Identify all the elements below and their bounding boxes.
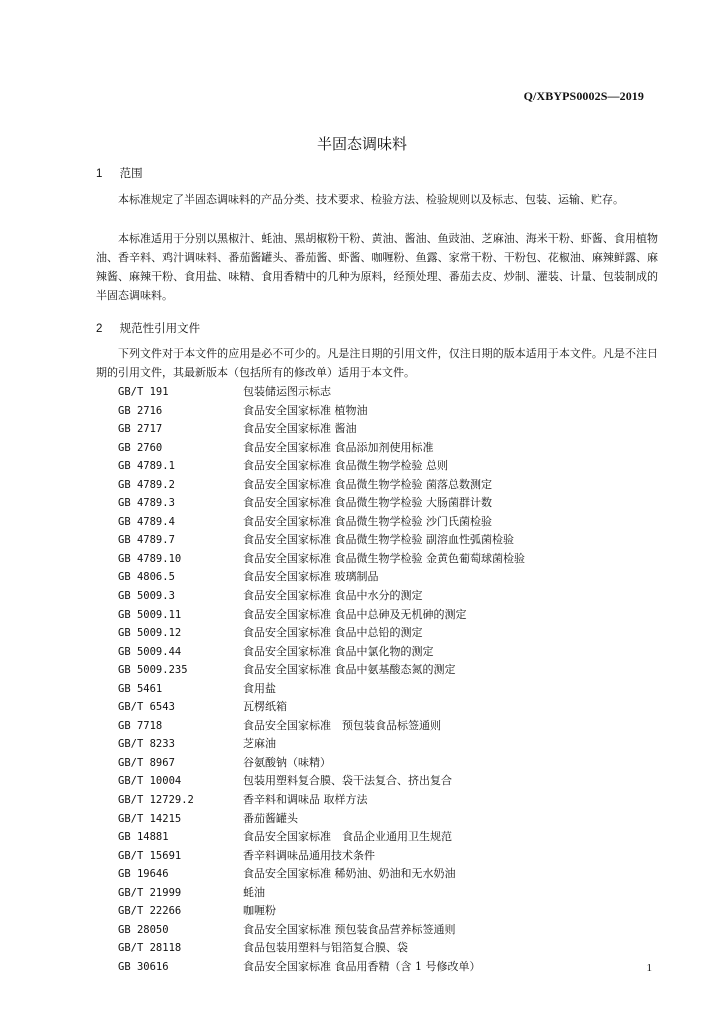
- reference-list: [118, 383, 525, 977]
- reference-title: 食品安全国家标准 预包装食品标签通则: [243, 718, 441, 732]
- reference-code: GB 5009.11: [118, 608, 182, 621]
- reference-code: GB/T 15691: [118, 849, 182, 862]
- reference-item: [118, 865, 525, 884]
- reference-code: GB 7718: [118, 719, 163, 732]
- reference-item: [118, 402, 525, 421]
- reference-title: 咖喱粉: [243, 904, 276, 918]
- reference-item: [118, 661, 525, 680]
- reference-item: [118, 939, 525, 958]
- reference-code: GB 4789.2: [118, 478, 175, 491]
- reference-item: [118, 457, 525, 476]
- reference-item: [118, 624, 525, 643]
- reference-title: 食品安全国家标准 食品中氨基酸态氮的测定: [243, 663, 456, 677]
- reference-title: 瓦楞纸箱: [243, 700, 287, 714]
- reference-item: [118, 420, 525, 439]
- reference-item: [118, 531, 525, 550]
- reference-code: GB 14881: [118, 831, 169, 844]
- reference-item: [118, 791, 525, 810]
- reference-item: [118, 902, 525, 921]
- reference-code: GB 2717: [118, 423, 163, 436]
- reference-title: 食品安全国家标准 稀奶油、奶油和无水奶油: [243, 867, 456, 881]
- reference-code: GB 4789.1: [118, 460, 175, 473]
- reference-code: GB 4789.3: [118, 497, 175, 510]
- reference-code: GB 2760: [118, 441, 163, 454]
- reference-item: [118, 754, 525, 773]
- reference-title: 食品安全国家标准 食品用香精（含 1 号修改单）: [243, 959, 481, 973]
- reference-title: 包装用塑料复合膜、袋干法复合、挤出复合: [243, 774, 452, 788]
- section-number: 2: [96, 323, 103, 335]
- references-intro-paragraph: 下列文件对于本文件的应用是必不可少的。凡是注日期的引用文件，仅注日期的版本适用于本文件。凡是不注日期的引用文件，其最新版本（包括所有的修改单）适用于本文件。: [96, 347, 658, 379]
- reference-title: 食品安全国家标准 食品企业通用卫生规范: [243, 830, 452, 844]
- reference-title: 食品安全国家标准 食品微生物学检验 总则: [243, 459, 448, 473]
- reference-item: [118, 810, 525, 829]
- reference-item: [118, 476, 525, 495]
- reference-title: 蚝油: [243, 885, 265, 899]
- section-title: 规范性引用文件: [119, 321, 201, 335]
- reference-title: 食用盐: [243, 681, 276, 695]
- reference-code: GB 5009.235: [118, 664, 188, 677]
- reference-code: GB/T 191: [118, 386, 169, 398]
- scope-paragraph-1: 本标准规定了半固态调味料的产品分类、技术要求、检验方法、检验规则以及标志、包装、运输、贮存。: [118, 193, 624, 206]
- reference-item: [118, 383, 525, 402]
- reference-code: GB/T 6543: [118, 701, 175, 714]
- reference-item: [118, 717, 525, 736]
- reference-title: 香辛料调味品通用技术条件: [243, 848, 375, 862]
- section-title: 范围: [119, 166, 143, 180]
- reference-item: [118, 494, 525, 513]
- reference-title: 食品安全国家标准 预包装食品营养标签通则: [243, 922, 456, 936]
- reference-item: [118, 828, 525, 847]
- reference-title: 番茄酱罐头: [243, 811, 298, 825]
- reference-code: GB/T 8967: [118, 756, 175, 769]
- reference-item: [118, 698, 525, 717]
- reference-code: GB/T 12729.2: [118, 794, 194, 807]
- reference-code: GB/T 21999: [118, 886, 182, 899]
- reference-title: 香辛料和调味品 取样方法: [243, 793, 368, 807]
- section-heading-normative-references: [96, 320, 200, 336]
- reference-code: GB 5009.44: [118, 645, 182, 658]
- section-number: 1: [96, 168, 103, 180]
- reference-code: GB 19646: [118, 868, 169, 881]
- reference-title: 食品安全国家标准 食品中水分的测定: [243, 589, 423, 603]
- reference-code: GB/T 14215: [118, 812, 182, 825]
- reference-code: GB 4806.5: [118, 571, 175, 584]
- reference-code: GB 28050: [118, 923, 169, 936]
- reference-item: [118, 958, 525, 977]
- page-number: 1: [646, 962, 652, 974]
- reference-item: [118, 513, 525, 532]
- reference-item: [118, 847, 525, 866]
- reference-item: [118, 643, 525, 662]
- reference-title: 食品安全国家标准 食品中氯化物的测定: [243, 644, 434, 658]
- reference-title: 谷氨酸钠（味精）: [243, 755, 331, 769]
- reference-code: GB 4789.7: [118, 534, 175, 547]
- reference-code: GB/T 10004: [118, 775, 182, 788]
- reference-item: [118, 439, 525, 458]
- reference-title: 食品包装用塑料与铝箔复合膜、袋: [243, 941, 408, 955]
- reference-item: [118, 606, 525, 625]
- reference-title: 包装储运图示标志: [243, 385, 331, 398]
- reference-title: 芝麻油: [243, 737, 276, 751]
- reference-item: [118, 680, 525, 699]
- reference-code: GB 4789.4: [118, 515, 175, 528]
- reference-title: 食品安全国家标准 食品微生物学检验 沙门氏菌检验: [243, 514, 492, 528]
- reference-code: GB 5009.12: [118, 627, 182, 640]
- reference-code: GB/T 22266: [118, 905, 182, 918]
- reference-code: GB/T 28118: [118, 942, 182, 955]
- scope-paragraph-2: 本标准适用于分别以黑椒汁、蚝油、黑胡椒粉干粉、黄油、酱油、鱼豉油、芝麻油、海米干粉、虾酱、食用植物油、香辛料、鸡汁调味料、番茄酱罐头、番茄酱、虾酱、咖喱粉、鱼露、家常干粉、干粉包、花椒油、麻辣鲜露、麻辣酱、麻辣干粉、食用盐、味精、食用香精中的几种为原料，经预处理、番茄去皮、炒制、灌装、计量、包装制成的半固态调味料。: [96, 232, 658, 302]
- reference-code: GB 5009.3: [118, 590, 175, 603]
- standard-code: Q/XBYPS0002S—2019: [523, 89, 644, 103]
- reference-code: GB 4789.10: [118, 552, 182, 565]
- reference-item: [118, 735, 525, 754]
- reference-code: GB 5461: [118, 682, 163, 695]
- reference-item: [118, 921, 525, 940]
- reference-code: GB 2716: [118, 404, 163, 417]
- reference-title: 食品安全国家标准 食品微生物学检验 副溶血性弧菌检验: [243, 533, 514, 547]
- reference-code: GB 30616: [118, 960, 169, 973]
- reference-title: 食品安全国家标准 食品微生物学检验 菌落总数测定: [243, 477, 492, 491]
- reference-title: 食品安全国家标准 食品中总铅的测定: [243, 626, 423, 640]
- reference-item: [118, 884, 525, 903]
- reference-title: 食品安全国家标准 食品微生物学检验 大肠菌群计数: [243, 496, 492, 510]
- reference-item: [118, 587, 525, 606]
- reference-title: 食品安全国家标准 食品添加剂使用标准: [243, 440, 434, 454]
- reference-title: 食品安全国家标准 食品中总砷及无机砷的测定: [243, 607, 467, 621]
- reference-title: 食品安全国家标准 玻璃制品: [243, 570, 379, 584]
- reference-title: 食品安全国家标准 植物油: [243, 403, 368, 417]
- reference-title: 食品安全国家标准 酱油: [243, 422, 357, 436]
- reference-item: [118, 550, 525, 569]
- reference-code: GB/T 8233: [118, 738, 175, 751]
- section-heading-scope: [96, 165, 143, 181]
- document-title: 半固态调味料: [316, 135, 407, 153]
- reference-item: [118, 568, 525, 587]
- reference-item: [118, 772, 525, 791]
- reference-title: 食品安全国家标准 食品微生物学检验 金黄色葡萄球菌检验: [243, 551, 525, 565]
